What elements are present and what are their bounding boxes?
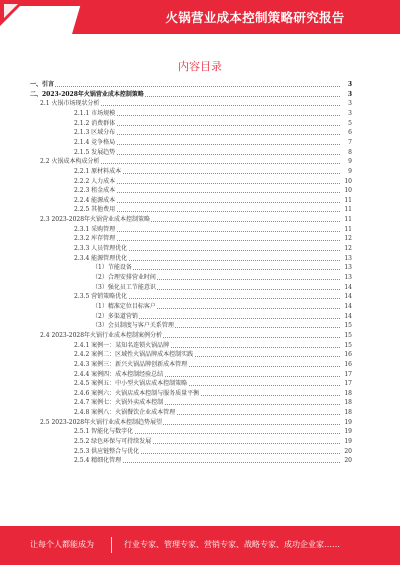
toc-entry-label: 2.5 2023-2028年火锅行业成本控制趋势展望 — [40, 418, 163, 426]
toc-entry-page: 10 — [340, 177, 352, 187]
toc-entry-label: 2.2.1 原材料成本 — [74, 167, 122, 175]
toc-entry-label: 2.4.6 案例六：火锅店成本控制与服务质量平衡 — [74, 389, 200, 397]
toc-entry-page: 18 — [340, 389, 352, 399]
toc-entry-label: 2.1.4 竞争格局 — [74, 138, 116, 146]
toc-entry-page: 20 — [340, 456, 352, 466]
toc-entry[interactable] — [0, 186, 400, 196]
footer-divider — [111, 537, 112, 553]
toc-entry-page: 9 — [340, 157, 352, 167]
report-title: 火锅营业成本控制策略研究报告 — [165, 10, 345, 25]
toc-entry[interactable] — [0, 283, 400, 293]
toc-entry-label: 2.4 2023-2028年火锅行业成本控制案例分析 — [40, 331, 163, 339]
corner-logo-icon — [0, 0, 30, 30]
toc-entry-page: 9 — [340, 167, 352, 177]
toc-entry-page: 18 — [340, 398, 352, 408]
toc-entry[interactable] — [0, 234, 400, 244]
toc-heading: 内容目录 — [178, 60, 222, 73]
toc-entry-label: 2.4.4 案例四：成本控制经验总结 — [74, 370, 164, 378]
toc-entry-page: 17 — [340, 370, 352, 380]
toc-entry-page: 14 — [340, 283, 352, 293]
toc-entry-page: 11 — [340, 196, 352, 206]
toc-entry-label: 2.3.3 人员管理优化 — [74, 245, 128, 253]
toc-entry-label: 2.3.1 采购管理 — [74, 225, 116, 233]
toc-entry[interactable] — [0, 205, 400, 215]
toc-entry[interactable] — [0, 177, 400, 187]
toc-entry[interactable] — [0, 312, 400, 322]
toc-entry[interactable] — [0, 389, 400, 399]
toc-entry-page: 10 — [340, 186, 352, 196]
toc-entry-label: 2.5.3 供应链整合与优化 — [74, 447, 140, 455]
toc-entry-label: 2.2 火锅成本构成分析 — [40, 158, 100, 166]
toc-entry-page: 3 — [340, 99, 352, 109]
toc-entry-label: 2.4.8 案例八：火锅餐饮企业成本管理 — [74, 409, 176, 417]
toc-entry-label: 2.4.2 案例二：区域性火锅品牌成本控制实践 — [74, 351, 194, 359]
toc-entry-label: 2.1.2 消费群体 — [74, 119, 116, 127]
toc-entry[interactable] — [0, 321, 400, 331]
toc-entry-label: 2.2.2 人力成本 — [74, 177, 116, 185]
toc-entry[interactable] — [0, 350, 400, 360]
toc-entry[interactable] — [0, 128, 400, 138]
page-header — [0, 0, 400, 34]
toc-entry-label: 2.2.4 能源成本 — [74, 196, 116, 204]
toc-entry-label: 2.3 2023-2028年火锅营业成本控制策略 — [40, 216, 151, 224]
toc-entry[interactable] — [0, 437, 400, 447]
toc-entry[interactable] — [0, 273, 400, 283]
toc-entry-label: 一、引言 — [30, 81, 55, 88]
toc-entry-label: 2.1 火锅市场现状分析 — [40, 100, 100, 108]
toc-entry-label: 2.3.2 库存管理 — [74, 235, 116, 243]
toc-entry-label: 2.3.4 能源管理优化 — [74, 254, 128, 262]
toc-entry-label: 2.3.5 营销策略优化 — [74, 293, 128, 301]
toc-entry[interactable] — [0, 90, 400, 100]
toc-entry[interactable] — [0, 148, 400, 158]
toc-entry-page: 14 — [340, 312, 352, 322]
toc-entry-page: 15 — [340, 331, 352, 341]
toc-entry[interactable] — [0, 138, 400, 148]
toc-entry[interactable] — [0, 341, 400, 351]
toc-entry-page: 19 — [340, 418, 352, 428]
toc-entry-page: 11 — [340, 205, 352, 215]
toc-entry-page: 3 — [340, 80, 352, 90]
toc-entry[interactable] — [0, 254, 400, 264]
toc-entry[interactable] — [0, 427, 400, 437]
toc-entry-page: 11 — [340, 215, 352, 225]
toc-entry[interactable] — [0, 360, 400, 370]
toc-entry-label: 2.2.3 租金成本 — [74, 187, 116, 195]
toc-entry-page: 14 — [340, 292, 352, 302]
toc-entry[interactable] — [0, 292, 400, 302]
toc-entry-page: 11 — [340, 225, 352, 235]
toc-entry-label: 2.4.5 案例五：中小型火锅店成本控制策略 — [74, 380, 188, 388]
toc-dot-leader — [30, 86, 340, 87]
toc-entry-page: 19 — [340, 437, 352, 447]
toc-entry-page: 15 — [340, 321, 352, 331]
toc-entry[interactable] — [0, 447, 400, 457]
toc-entry-page: 17 — [340, 379, 352, 389]
toc-entry[interactable] — [0, 109, 400, 119]
toc-entry-page: 19 — [340, 427, 352, 437]
toc-entry-page: 16 — [340, 350, 352, 360]
toc-entry-page: 13 — [340, 263, 352, 273]
toc-entry[interactable] — [0, 408, 400, 418]
toc-entry[interactable] — [0, 418, 400, 428]
toc-entry-page: 5 — [340, 119, 352, 129]
toc-entry[interactable] — [0, 370, 400, 380]
toc-entry[interactable] — [0, 456, 400, 466]
toc-entry-page: 7 — [340, 138, 352, 148]
footer-slogan-right: 行业专家、管理专家、营销专家、战略专家、成功企业家…… — [124, 540, 340, 549]
toc-entry[interactable] — [0, 331, 400, 341]
toc-entry[interactable] — [0, 119, 400, 129]
toc-entry-page: 12 — [340, 244, 352, 254]
toc-entry-page: 13 — [340, 273, 352, 283]
toc-entry[interactable] — [0, 196, 400, 206]
toc-entry-label: 2.4.7 案例七：火锅外卖成本控制 — [74, 399, 164, 407]
toc-entry-label: （3）会员制度与客户关系管理 — [92, 322, 174, 330]
toc-entry[interactable] — [0, 302, 400, 312]
toc-entry-label: （2）多渠道营销 — [92, 312, 138, 320]
toc-entry-label: （3）强化员工节能意识 — [92, 283, 156, 291]
toc-entry[interactable] — [0, 99, 400, 109]
toc-entry-label: 2.1.3 区域分布 — [74, 129, 116, 137]
toc-entry[interactable] — [0, 398, 400, 408]
toc-entry-page: 12 — [340, 234, 352, 244]
toc-entry[interactable] — [0, 167, 400, 177]
toc-entry-label: 2.5.4 精细化管理 — [74, 457, 122, 465]
toc-entry-label: （2）合理安排营业时间 — [92, 274, 156, 281]
toc-entry[interactable] — [0, 157, 400, 167]
toc-entry[interactable] — [0, 244, 400, 254]
toc-entry-label: 2.2.5 其他费用 — [74, 206, 116, 214]
toc-entry[interactable] — [0, 379, 400, 389]
toc-entry-label: （1）节能设备 — [92, 264, 132, 272]
toc-entry-page: 8 — [340, 148, 352, 158]
toc-entry-page: 16 — [340, 360, 352, 370]
toc-entry-label: （1）精准定位目标客户 — [92, 302, 156, 310]
toc-entry-label: 2.5.1 智能化与数字化 — [74, 428, 134, 436]
page-footer — [0, 526, 400, 565]
toc-entry[interactable] — [0, 225, 400, 235]
footer-slogan-left: 让每个人都能成为 — [30, 540, 94, 549]
toc-entry-page: 3 — [340, 109, 352, 119]
toc-entry[interactable] — [0, 215, 400, 225]
toc-entry[interactable] — [0, 80, 400, 90]
toc-entry-page: 15 — [340, 341, 352, 351]
toc-entry-label: 二、2023-2028年火锅营业成本控制策略 — [30, 90, 144, 98]
toc-entry[interactable] — [0, 263, 400, 273]
toc-entry-page: 6 — [340, 128, 352, 138]
toc-entry-page: 14 — [340, 302, 352, 312]
toc-entry-page: 3 — [340, 90, 352, 100]
toc-entry-page: 18 — [340, 408, 352, 418]
toc-entry-label: 2.1.1 市场规模 — [74, 109, 116, 117]
toc-entry-page: 13 — [340, 254, 352, 264]
toc-entry-label: 2.5.2 绿色环保与可持续发展 — [74, 438, 152, 446]
toc-entry-label: 2.4.1 案例一：某知名连锁火锅品牌 — [74, 341, 170, 349]
toc-entry-label: 2.1.5 发展趋势 — [74, 148, 116, 156]
toc-entry-page: 20 — [340, 447, 352, 457]
toc-entry-label: 2.4.3 案例三：新兴火锅品牌创新成本管理 — [74, 360, 188, 368]
